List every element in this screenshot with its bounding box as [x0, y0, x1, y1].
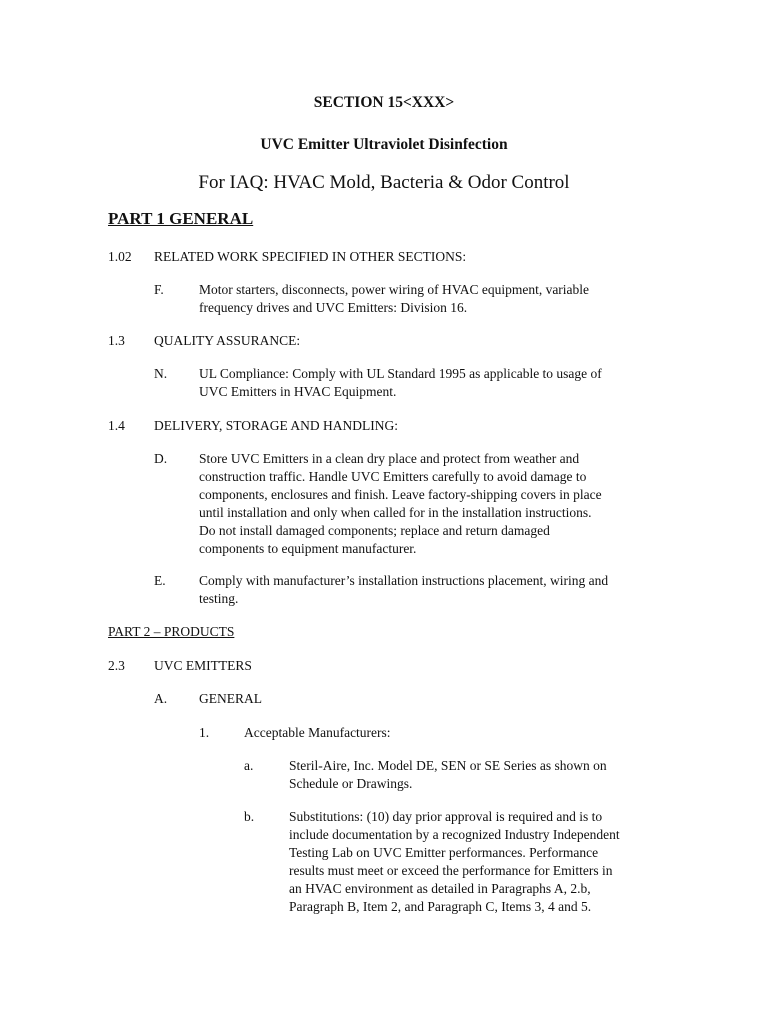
subsub-number: 1. [199, 725, 210, 740]
paragraph-line: Schedule or Drawings. [289, 776, 413, 791]
item-number: 1.02 [108, 249, 132, 264]
paragraph-line: Testing Lab on UVC Emitter performances. Performance [289, 845, 599, 860]
paragraph [199, 281, 589, 317]
item-label: UVC EMITTERS [154, 658, 252, 673]
paragraph-line: Motor starters, disconnects, power wiring of HVAC equipment, variable [199, 282, 590, 297]
paragraph-line: results must meet or exceed the performance for Emitters in [289, 863, 613, 878]
entry-letter: a. [244, 758, 254, 773]
sub-letter: A. [154, 691, 168, 706]
item-number: 2.3 [108, 658, 125, 673]
paragraph-line: UVC Emitters in HVAC Equipment. [199, 384, 397, 399]
paragraph [199, 572, 608, 608]
paragraph-line: Do not install damaged components; replace and return damaged [199, 523, 550, 538]
paragraph-line: UL Compliance: Comply with UL Standard 1995 as applicable to usage of [199, 366, 602, 381]
sub-letter: N. [154, 366, 168, 381]
sub-letter: E. [154, 573, 166, 588]
paragraph-line: Store UVC Emitters in a clean dry place and protect from weather and [199, 451, 580, 466]
document-title: UVC Emitter Ultraviolet Disinfection [260, 136, 508, 153]
paragraph [199, 450, 602, 558]
subsub-label: Acceptable Manufacturers: [244, 725, 391, 740]
paragraph [199, 365, 602, 401]
paragraph-line: an HVAC environment as detailed in Paragraphs A, 2.b, [289, 881, 591, 896]
paragraph-line: Paragraph B, Item 2, and Paragraph C, Items 3, 4 and 5. [289, 899, 592, 914]
paragraph-line: Steril-Aire, Inc. Model DE, SEN or SE Series as shown on [289, 758, 607, 773]
paragraph-line: include documentation by a recognized Industry Independent [289, 827, 620, 842]
part2-heading: PART 2 – PRODUCTS [108, 624, 235, 639]
paragraph [289, 808, 620, 916]
item-number: 1.4 [108, 418, 125, 433]
paragraph [289, 757, 607, 793]
paragraph-line: Comply with manufacturer’s installation instructions placement, wiring and [199, 573, 609, 588]
paragraph-line: frequency drives and UVC Emitters: Division 16. [199, 300, 468, 315]
item-label: RELATED WORK SPECIFIED IN OTHER SECTIONS: [154, 249, 467, 264]
sub-label: GENERAL [199, 691, 262, 706]
paragraph-line: construction traffic. Handle UVC Emitters carefully to avoid damage to [199, 469, 587, 484]
paragraph-line: Substitutions: (10) day prior approval is required and is to [289, 809, 603, 824]
paragraph-line: testing. [199, 591, 239, 606]
paragraph-line: until installation and only when called for in the installation instructions. [199, 505, 592, 520]
paragraph-line: components to equipment manufacturer. [199, 541, 417, 556]
entry-letter: b. [244, 809, 255, 824]
paragraph-line: components, enclosures and finish. Leave factory-shipping covers in place [199, 487, 602, 502]
part1-heading: PART 1 GENERAL [108, 209, 254, 228]
section-number: SECTION 15<XXX> [313, 94, 455, 111]
sub-letter: F. [154, 282, 164, 297]
item-label: DELIVERY, STORAGE AND HANDLING: [154, 418, 399, 433]
item-label: QUALITY ASSURANCE: [154, 333, 301, 348]
item-number: 1.3 [108, 333, 125, 348]
sub-letter: D. [154, 451, 168, 466]
document-subtitle: For IAQ: HVAC Mold, Bacteria & Odor Control [198, 172, 570, 193]
